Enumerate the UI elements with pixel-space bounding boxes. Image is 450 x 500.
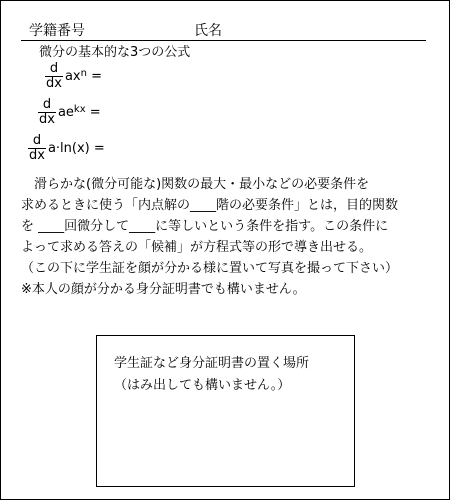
id-placement-label: 学生証など身分証明書の置く場所 — [114, 356, 310, 371]
student-id-label: 学籍番号 — [29, 23, 85, 39]
header-underline — [21, 40, 426, 41]
formula-expression: ae — [57, 104, 74, 120]
formula-equals: = — [89, 140, 105, 156]
formulas-title: 微分の基本的な3つの公式 — [39, 45, 191, 60]
paragraph-line: よって求める答えの「候補」が方程式等の形で導き出せる。 — [21, 240, 373, 255]
paragraph-line: 滑らかな(微分可能な)関数の最大・最小などの必要条件を — [21, 177, 370, 192]
paragraph-line: を ____回微分して____に等しいという条件を指す。この条件に — [21, 219, 389, 234]
id-placement-note: （はみ出しても構いません。） — [114, 378, 291, 393]
name-label: 氏名 — [194, 23, 222, 39]
derivative-operator: $\frac{d}{dx}$ — [46, 61, 62, 91]
derivative-operator: $\frac{d}{dx}$ — [39, 97, 55, 127]
formula-exponent: n — [80, 67, 87, 79]
question-paragraph — [21, 174, 429, 300]
formula-exponential — [38, 98, 101, 127]
paragraph-line: 求めるときに使う「内点解の____階の必要条件」とは，目的関数 — [21, 198, 399, 213]
note-line: ※本人の顔が分かる身分証明書でも構いません。 — [21, 282, 306, 297]
derivative-operator: $\frac{d}{dx}$ — [29, 133, 45, 163]
formula-equals: = — [86, 68, 102, 84]
formula-logarithm — [28, 134, 105, 163]
formula-equals: = — [85, 104, 101, 120]
instruction-line: （この下に学生証を顔が分かる様に置いて写真を撮って下さい） — [21, 261, 399, 276]
formula-expression: a·ln(x) — [47, 140, 90, 156]
formula-expression: ax — [64, 68, 81, 84]
id-placement-box — [96, 335, 355, 487]
formula-exponent: kx — [73, 103, 86, 115]
formula-power — [45, 62, 102, 91]
